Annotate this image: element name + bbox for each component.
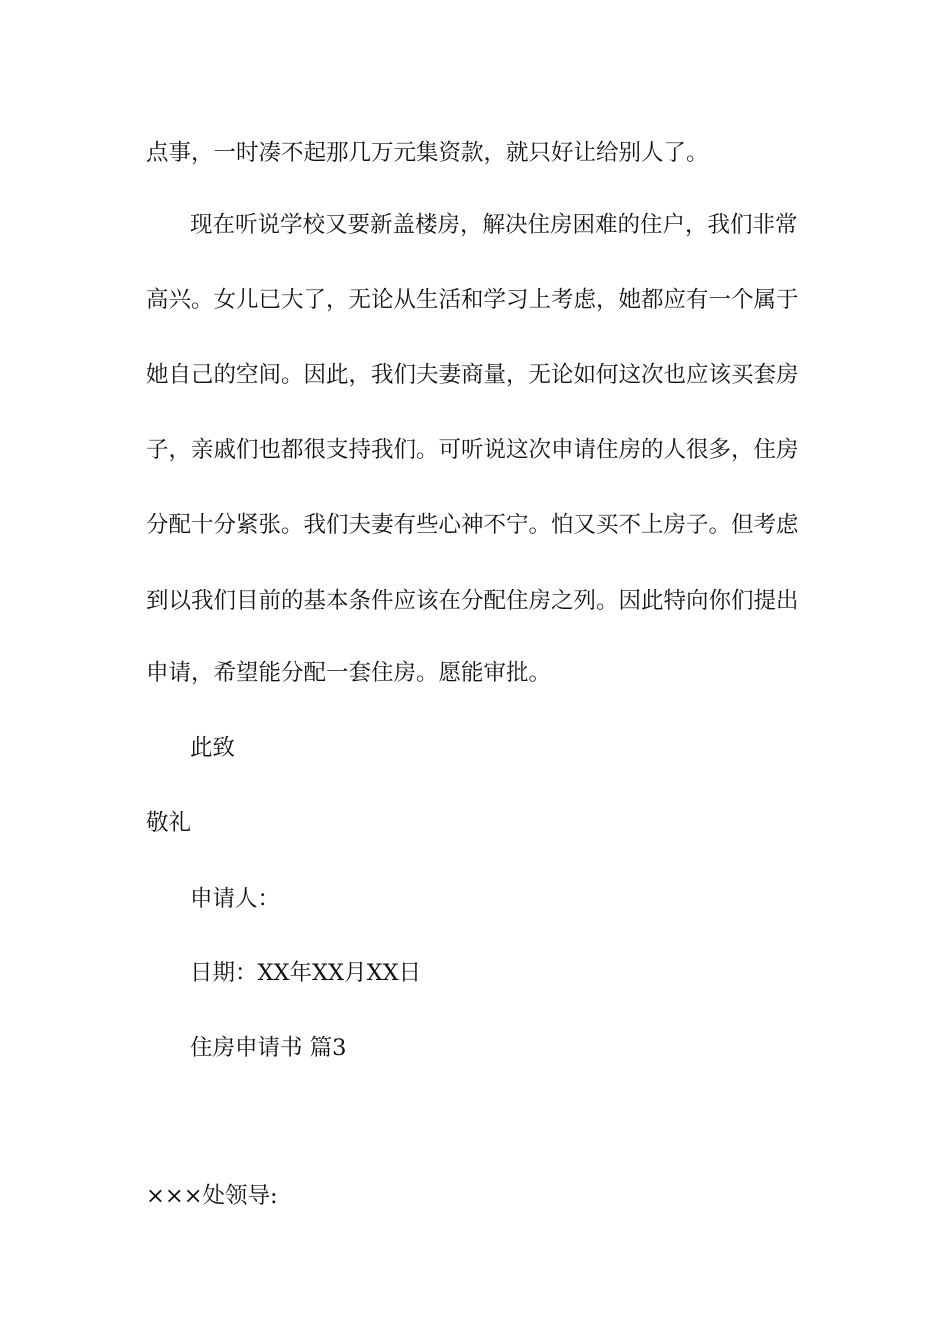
body-text-line: 高兴。女儿已大了，无论从生活和学习上考虑，她都应有一个属于 — [146, 287, 799, 313]
addressee-text: ×××处领导: — [146, 1183, 278, 1209]
body-text-line: 点事，一时凑不起那几万元集资款，就只好让给别人了。 — [146, 140, 709, 166]
body-text-line: 申请，希望能分配一套住房。愿能审批。 — [146, 660, 552, 686]
body-text-line: 现在听说学校又要新盖楼房，解决住房困难的住户，我们非常 — [190, 212, 798, 238]
body-text-line: 到以我们目前的基本条件应该在分配住房之列。因此特向你们提出 — [146, 588, 799, 614]
date-label: 日期：XX年XX月XX日 — [190, 960, 422, 986]
body-text-line: 她自己的空间。因此，我们夫妻商量，无论如何这次也应该买套房 — [146, 362, 799, 388]
salute-text: 敬礼 — [146, 810, 192, 836]
closing-text: 此致 — [190, 735, 236, 761]
section-title: 住房申请书 篇3 — [190, 1035, 347, 1061]
body-text-line: 分配十分紧张。我们夫妻有些心神不宁。怕又买不上房子。但考虑 — [146, 512, 799, 538]
applicant-label: 申请人： — [190, 886, 281, 912]
body-text-line: 子，亲戚们也都很支持我们。可听说这次申请住房的人很多，住房 — [146, 437, 799, 463]
